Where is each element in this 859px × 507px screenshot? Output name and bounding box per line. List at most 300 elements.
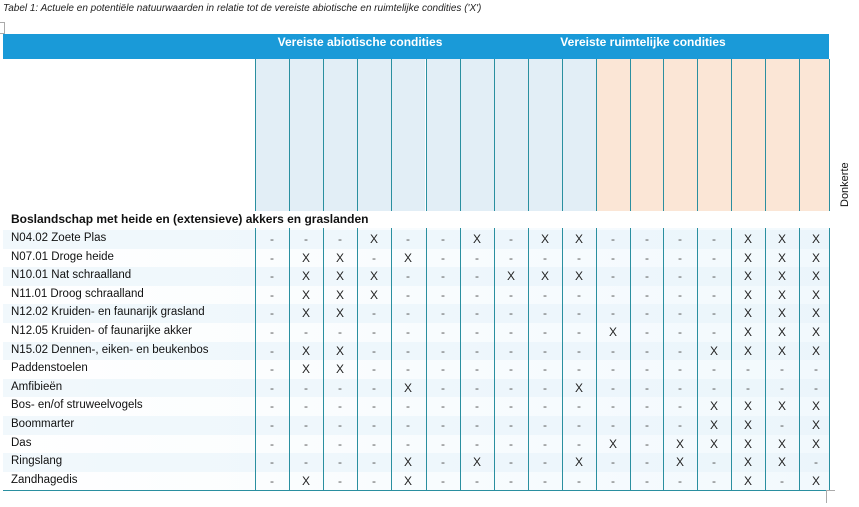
cell-not-required: - (678, 250, 682, 265)
cell-required: X (811, 418, 820, 432)
cell-required: X (472, 232, 481, 246)
row-label: Ringslang (11, 455, 63, 468)
cell-not-required: - (304, 380, 308, 395)
cell-required: X (335, 343, 344, 358)
column-divider (799, 228, 800, 490)
cell-not-required: - (475, 436, 479, 451)
cell-not-required: - (338, 380, 342, 395)
cell-required: X (811, 250, 820, 265)
row-label: N07.01 Droge heide (11, 250, 114, 263)
cell-not-required: - (678, 418, 682, 432)
cell-required: X (675, 436, 684, 451)
cell-required: X (777, 399, 786, 414)
cell-not-required: - (441, 250, 445, 265)
cell-not-required: - (406, 306, 410, 321)
cell-not-required: - (509, 399, 513, 414)
column-divider (562, 228, 563, 490)
column-header (494, 59, 528, 211)
cell-not-required: - (577, 473, 581, 488)
row-label: Paddenstoelen (11, 362, 88, 375)
column-divider (697, 228, 698, 490)
row-label: Amfibieën (11, 380, 63, 393)
column-header (323, 59, 357, 211)
cell-required: X (574, 455, 583, 470)
row-label: N12.02 Kruiden- en faunarijk grasland (11, 306, 205, 319)
cell-not-required: - (270, 418, 274, 432)
column-header (562, 59, 596, 211)
cell-required: X (743, 343, 752, 358)
cell-required: X (403, 250, 412, 265)
cell-required: X (369, 269, 378, 284)
cell-required: X (777, 287, 786, 302)
table-bottom-border (3, 490, 829, 491)
cell-not-required: - (645, 455, 649, 470)
cell-not-required: - (304, 418, 308, 432)
cell-not-required: - (270, 232, 274, 246)
column-header (460, 59, 494, 211)
cell-not-required: - (509, 287, 513, 302)
cell-not-required: - (611, 380, 615, 395)
cell-not-required: - (645, 380, 649, 395)
cell-not-required: - (509, 343, 513, 358)
cell-required: X (540, 232, 549, 246)
cell-not-required: - (270, 325, 274, 339)
cell-required: X (811, 306, 820, 321)
column-header (255, 59, 289, 211)
cell-not-required: - (270, 343, 274, 358)
cell-not-required: - (304, 455, 308, 470)
cell-not-required: - (543, 436, 547, 451)
cell-not-required: - (611, 250, 615, 265)
cell-not-required: - (577, 325, 581, 339)
table-row (3, 472, 829, 491)
table-row (3, 304, 829, 323)
cell-not-required: - (304, 399, 308, 414)
cell-not-required: - (475, 250, 479, 265)
cell-required: X (743, 287, 752, 302)
cell-not-required: - (441, 306, 445, 321)
cell-required: X (540, 269, 549, 284)
cell-required: X (743, 269, 752, 284)
cell-required: X (777, 455, 786, 470)
header-group-spatial: Vereiste ruimtelijke condities (560, 35, 726, 49)
cell-not-required: - (372, 325, 376, 339)
cell-not-required: - (441, 399, 445, 414)
cell-not-required: - (475, 306, 479, 321)
cell-not-required: - (475, 343, 479, 358)
cell-not-required: - (475, 287, 479, 302)
cell-not-required: - (577, 287, 581, 302)
cell-required: X (811, 325, 820, 339)
row-label: Zandhagedis (11, 473, 78, 486)
cell-required: X (574, 380, 583, 395)
cell-not-required: - (270, 250, 274, 265)
cell-not-required: - (441, 436, 445, 451)
cell-not-required: - (475, 418, 479, 432)
cell-required: X (743, 418, 752, 432)
column-divider (731, 228, 732, 490)
cell-not-required: - (712, 250, 716, 265)
cell-not-required: - (645, 325, 649, 339)
row-label: N11.01 Droog schraalland (11, 287, 144, 300)
cell-not-required: - (814, 362, 818, 377)
cell-not-required: - (577, 418, 581, 432)
column-divider (528, 228, 529, 490)
cell-not-required: - (441, 287, 445, 302)
cell-not-required: - (712, 455, 716, 470)
cell-not-required: - (406, 362, 410, 377)
column-divider (765, 228, 766, 490)
cell-not-required: - (475, 473, 479, 488)
row-label: N12.05 Kruiden- of faunarijke akker (11, 325, 192, 337)
header-group-abiotic: Vereiste abiotische condities (277, 35, 443, 49)
cell-not-required: - (645, 343, 649, 358)
cell-not-required: - (372, 306, 376, 321)
cell-not-required: - (645, 287, 649, 302)
cell-not-required: - (645, 399, 649, 414)
cell-required: X (301, 269, 310, 284)
table-row (3, 267, 829, 286)
cell-required: X (335, 362, 344, 377)
cell-not-required: - (543, 325, 547, 339)
cell-not-required: - (780, 362, 784, 377)
cell-not-required: - (372, 436, 376, 451)
cell-not-required: - (270, 269, 274, 284)
cell-not-required: - (543, 343, 547, 358)
cell-not-required: - (338, 399, 342, 414)
cell-not-required: - (509, 306, 513, 321)
column-divider (323, 228, 324, 490)
cell-required: X (743, 250, 752, 265)
cell-not-required: - (372, 343, 376, 358)
cell-not-required: - (611, 399, 615, 414)
cell-not-required: - (372, 380, 376, 395)
row-label: N10.01 Nat schraalland (11, 269, 132, 282)
cell-required: X (811, 269, 820, 284)
cell-not-required: - (611, 232, 615, 246)
column-header (357, 59, 391, 211)
cell-required: X (709, 436, 718, 451)
cell-not-required: - (338, 232, 342, 246)
cell-required: X (709, 343, 718, 358)
cell-not-required: - (270, 362, 274, 377)
cell-not-required: - (441, 418, 445, 432)
cell-required: X (743, 455, 752, 470)
column-header (528, 59, 562, 211)
cell-not-required: - (712, 362, 716, 377)
section-title: Boslandschap met heide en (extensieve) akkers en graslanden (11, 212, 369, 226)
cell-not-required: - (611, 473, 615, 488)
cell-not-required: - (475, 362, 479, 377)
cell-required: X (403, 455, 412, 470)
header-band (3, 34, 829, 59)
column-header (426, 59, 460, 211)
cell-not-required: - (338, 455, 342, 470)
cell-not-required: - (372, 250, 376, 265)
cell-not-required: - (543, 418, 547, 432)
cell-not-required: - (406, 325, 410, 339)
cell-not-required: - (475, 380, 479, 395)
cell-not-required: - (577, 399, 581, 414)
cell-not-required: - (814, 380, 818, 395)
cell-not-required: - (712, 325, 716, 339)
cell-not-required: - (712, 232, 716, 246)
table-row (3, 360, 829, 379)
cell-not-required: - (678, 269, 682, 284)
cell-not-required: - (338, 418, 342, 432)
cell-required: X (743, 399, 752, 414)
cell-not-required: - (509, 455, 513, 470)
cell-required: X (335, 306, 344, 321)
cell-required: X (608, 436, 617, 451)
table-row (3, 286, 829, 305)
table-row (3, 342, 829, 361)
cell-not-required: - (509, 232, 513, 246)
cell-required: X (811, 287, 820, 302)
cell-required: X (811, 436, 820, 451)
column-header (391, 59, 425, 211)
cell-required: X (709, 399, 718, 414)
row-label: Das (11, 436, 32, 449)
cell-not-required: - (611, 455, 615, 470)
cell-not-required: - (270, 436, 274, 451)
cell-not-required: - (678, 399, 682, 414)
cell-required: X (811, 473, 820, 488)
cell-not-required: - (678, 287, 682, 302)
cell-not-required: - (712, 287, 716, 302)
cell-not-required: - (441, 455, 445, 470)
cell-not-required: - (304, 232, 308, 246)
column-header (663, 59, 697, 211)
cell-required: X (301, 343, 310, 358)
cell-not-required: - (270, 473, 274, 488)
column-divider (494, 228, 495, 490)
cell-required: X (743, 232, 752, 246)
cell-not-required: - (475, 399, 479, 414)
column-divider (829, 228, 830, 490)
cell-not-required: - (406, 232, 410, 246)
cell-not-required: - (780, 473, 784, 488)
cell-not-required: - (441, 343, 445, 358)
cell-not-required: - (611, 343, 615, 358)
cell-not-required: - (780, 418, 784, 432)
column-divider (663, 228, 664, 490)
column-divider (426, 228, 427, 490)
cell-required: X (777, 343, 786, 358)
column-divider (289, 228, 290, 490)
cell-not-required: - (645, 269, 649, 284)
cell-required: X (777, 306, 786, 321)
cell-not-required: - (645, 232, 649, 246)
cell-required: X (574, 232, 583, 246)
cell-required: X (743, 325, 752, 339)
cell-not-required: - (372, 455, 376, 470)
cell-not-required: - (441, 380, 445, 395)
cell-not-required: - (645, 473, 649, 488)
cell-not-required: - (611, 269, 615, 284)
cell-not-required: - (509, 250, 513, 265)
cell-not-required: - (543, 362, 547, 377)
cell-not-required: - (678, 343, 682, 358)
column-header (596, 59, 630, 211)
cell-not-required: - (509, 473, 513, 488)
cell-not-required: - (406, 269, 410, 284)
column-header-label: Donkerte (839, 162, 851, 207)
column-divider (596, 228, 597, 490)
column-header (799, 59, 851, 211)
table-row (3, 435, 829, 454)
cell-not-required: - (577, 436, 581, 451)
cell-not-required: - (543, 250, 547, 265)
cell-not-required: - (475, 325, 479, 339)
cell-not-required: - (304, 436, 308, 451)
cell-not-required: - (509, 436, 513, 451)
cell-not-required: - (678, 362, 682, 377)
cell-not-required: - (406, 343, 410, 358)
row-label: N04.02 Zoete Plas (11, 232, 107, 244)
cell-required: X (777, 325, 786, 339)
cell-not-required: - (270, 306, 274, 321)
table-caption: Tabel 1: Actuele en potentiële natuurwaarden in relatie tot de vereiste abiotische en ruimtelijke condities ('X') (3, 3, 482, 14)
cell-required: X (777, 250, 786, 265)
cell-not-required: - (678, 380, 682, 395)
cell-not-required: - (509, 362, 513, 377)
cell-required: X (743, 473, 752, 488)
cell-not-required: - (338, 473, 342, 488)
cell-not-required: - (509, 418, 513, 432)
cell-not-required: - (577, 362, 581, 377)
cell-not-required: - (678, 306, 682, 321)
cell-not-required: - (304, 325, 308, 339)
cell-not-required: - (338, 325, 342, 339)
cell-not-required: - (645, 306, 649, 321)
cell-required: X (335, 269, 344, 284)
row-label: Boommarter (11, 418, 75, 430)
cell-not-required: - (270, 455, 274, 470)
cell-not-required: - (678, 232, 682, 246)
cell-not-required: - (543, 287, 547, 302)
cell-required: X (335, 250, 344, 265)
cell-required: X (403, 380, 412, 395)
cell-not-required: - (645, 418, 649, 432)
cell-not-required: - (780, 380, 784, 395)
cell-not-required: - (712, 269, 716, 284)
column-header (765, 59, 799, 211)
table-anchor-handle[interactable] (0, 22, 5, 34)
cell-not-required: - (678, 473, 682, 488)
column-header (731, 59, 765, 211)
column-header (697, 59, 731, 211)
cell-not-required: - (712, 473, 716, 488)
cell-not-required: - (543, 455, 547, 470)
cell-not-required: - (441, 232, 445, 246)
cell-required: X (709, 418, 718, 432)
row-label: N15.02 Dennen-, eiken- en beukenbos (11, 343, 209, 356)
table-row (3, 397, 829, 416)
cell-not-required: - (441, 269, 445, 284)
cell-not-required: - (372, 473, 376, 488)
cell-not-required: - (645, 362, 649, 377)
cell-not-required: - (406, 418, 410, 432)
cell-not-required: - (372, 418, 376, 432)
cell-not-required: - (611, 362, 615, 377)
column-divider (391, 228, 392, 490)
cell-required: X (608, 325, 617, 339)
cell-not-required: - (406, 287, 410, 302)
cell-required: X (335, 287, 344, 302)
table-row (3, 323, 829, 342)
column-header (289, 59, 323, 211)
cell-not-required: - (814, 455, 818, 470)
column-header-edge (829, 59, 830, 211)
table-resize-handle[interactable] (826, 490, 835, 503)
cell-not-required: - (645, 436, 649, 451)
cell-required: X (403, 473, 412, 488)
cell-not-required: - (577, 306, 581, 321)
cell-not-required: - (475, 269, 479, 284)
row-label: Bos- en/of struweelvogels (11, 399, 143, 412)
cell-not-required: - (712, 306, 716, 321)
cell-required: X (743, 306, 752, 321)
cell-required: X (777, 232, 786, 246)
cell-required: X (506, 269, 515, 284)
table-row (3, 379, 829, 398)
cell-required: X (777, 269, 786, 284)
cell-not-required: - (645, 250, 649, 265)
cell-not-required: - (441, 473, 445, 488)
cell-not-required: - (509, 380, 513, 395)
table-row (3, 453, 829, 472)
cell-required: X (301, 287, 310, 302)
cell-required: X (675, 455, 684, 470)
table-row (3, 249, 829, 268)
cell-not-required: - (270, 399, 274, 414)
cell-not-required: - (543, 380, 547, 395)
cell-not-required: - (270, 287, 274, 302)
cell-not-required: - (543, 399, 547, 414)
cell-not-required: - (441, 362, 445, 377)
cell-required: X (777, 436, 786, 451)
cell-not-required: - (270, 380, 274, 395)
column-divider (255, 228, 256, 490)
cell-not-required: - (406, 436, 410, 451)
cell-not-required: - (611, 306, 615, 321)
cell-required: X (811, 399, 820, 414)
cell-not-required: - (678, 325, 682, 339)
cell-required: X (369, 287, 378, 302)
cell-required: X (301, 250, 310, 265)
column-divider (460, 228, 461, 490)
cell-not-required: - (611, 418, 615, 432)
column-divider (357, 228, 358, 490)
cell-required: X (369, 232, 378, 246)
cell-required: X (811, 343, 820, 358)
cell-required: X (301, 306, 310, 321)
cell-not-required: - (746, 362, 750, 377)
cell-not-required: - (611, 287, 615, 302)
cell-required: X (472, 455, 481, 470)
column-divider (630, 228, 631, 490)
cell-required: X (301, 362, 310, 377)
table-row (3, 230, 829, 249)
cell-not-required: - (441, 325, 445, 339)
cell-not-required: - (338, 436, 342, 451)
cell-not-required: - (746, 380, 750, 395)
cell-not-required: - (543, 306, 547, 321)
cell-not-required: - (543, 473, 547, 488)
cell-not-required: - (372, 399, 376, 414)
column-header (630, 59, 664, 211)
